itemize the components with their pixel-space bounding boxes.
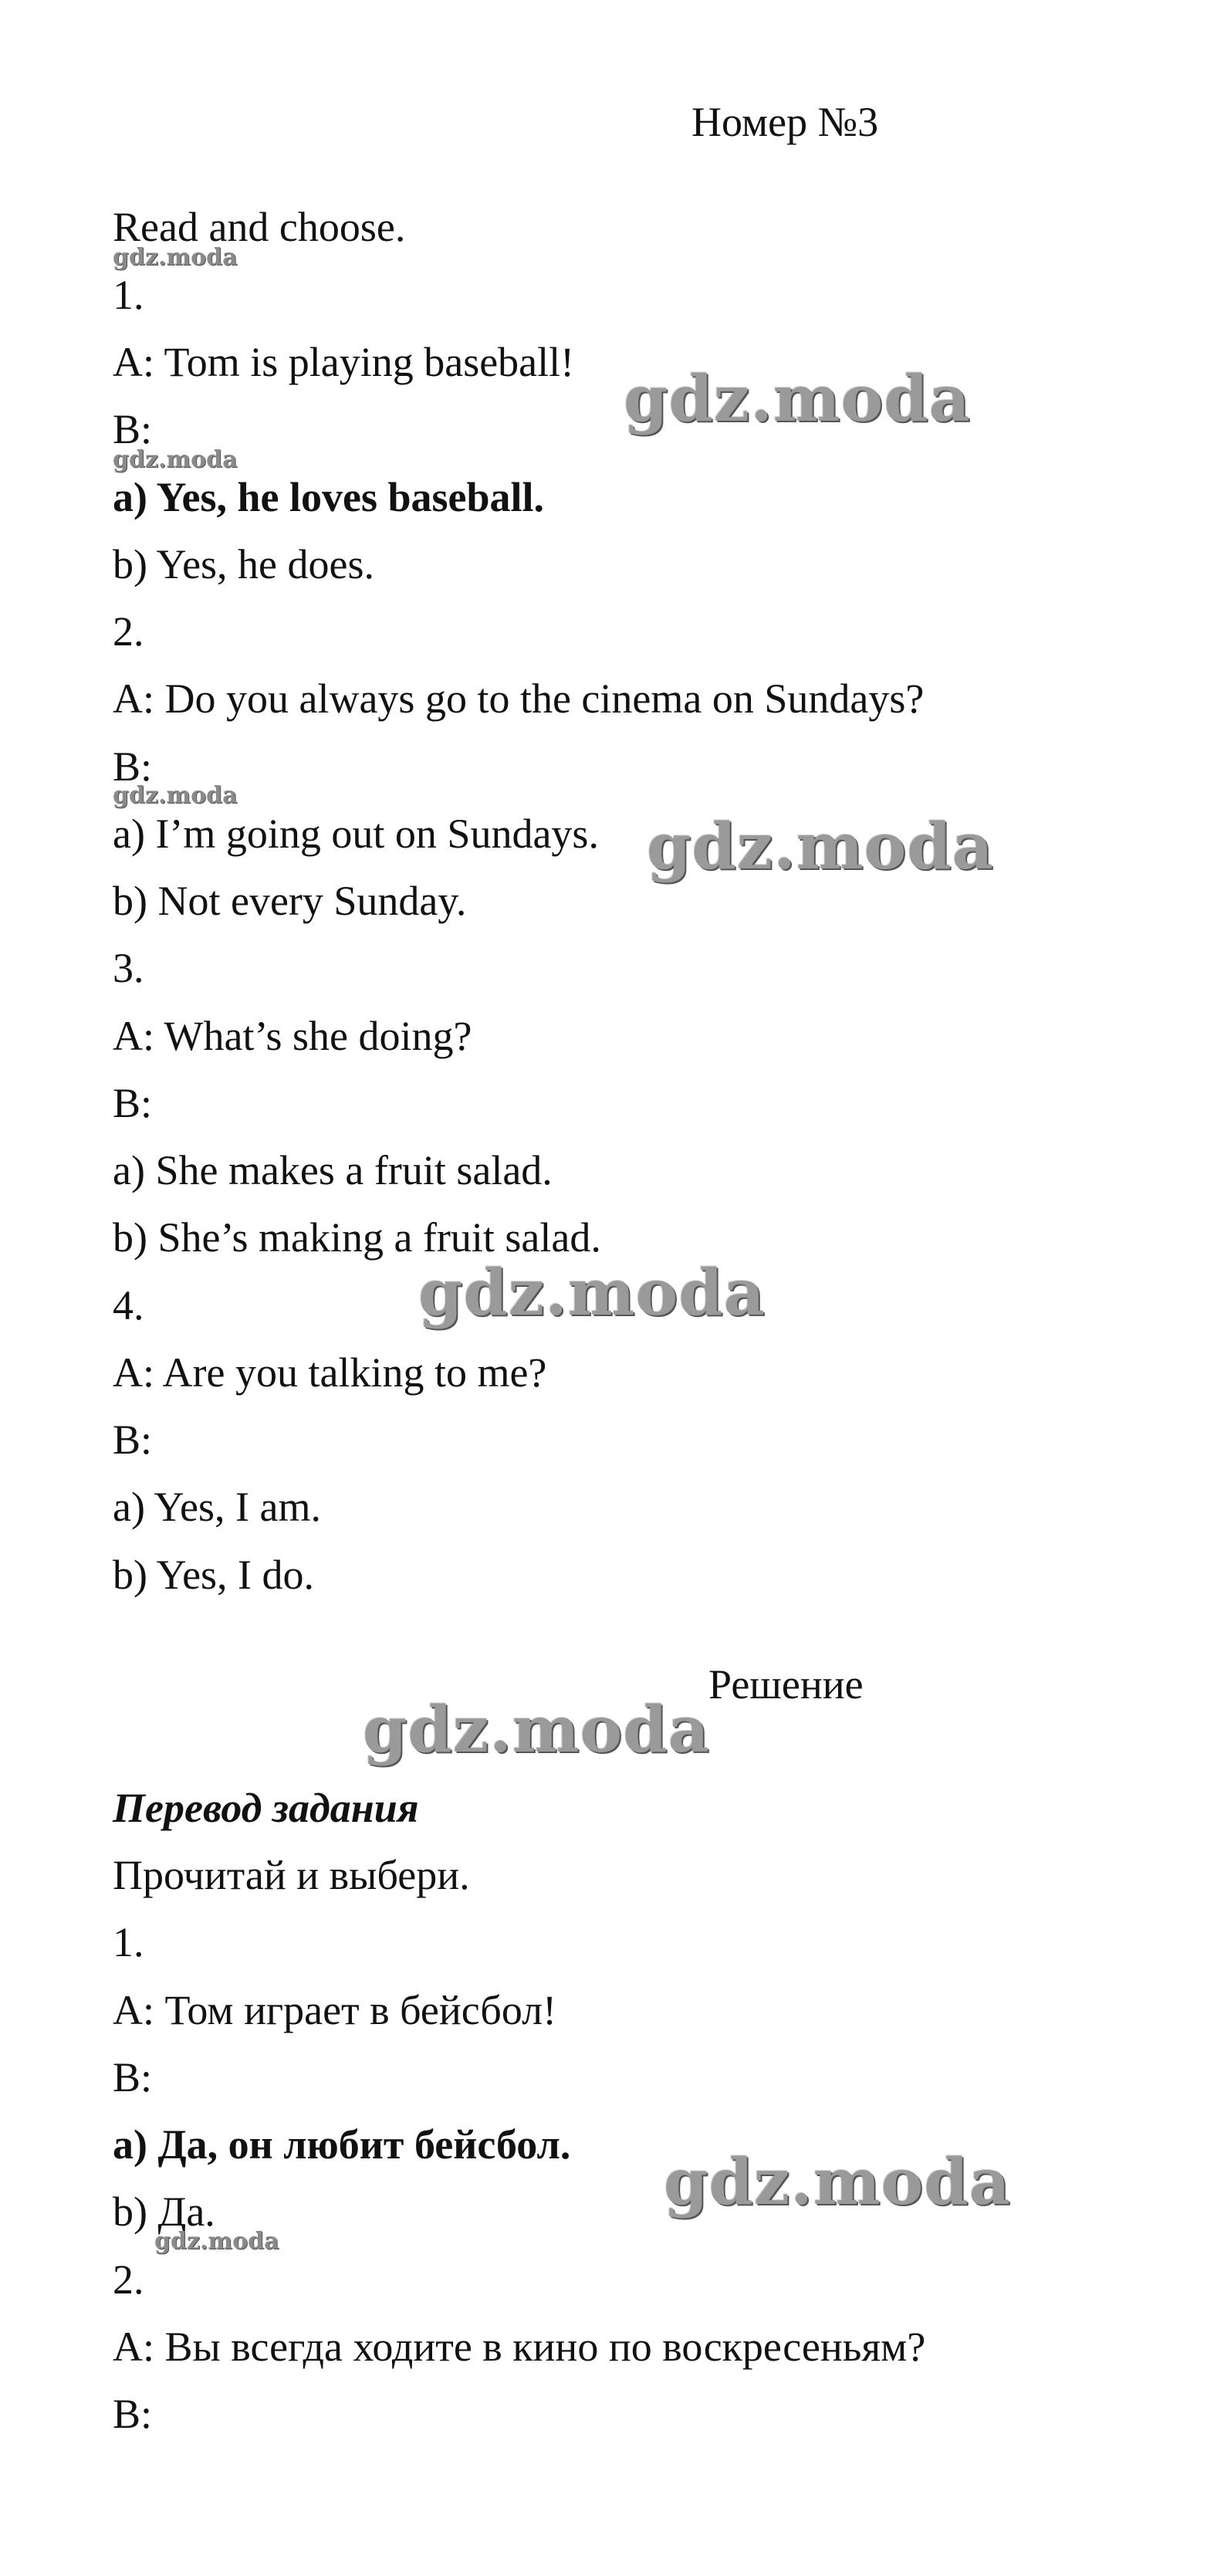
task-line: b) Not every Sunday. [113, 878, 467, 924]
task-line: B: [113, 406, 153, 452]
watermark-small: gdz.moda [154, 2228, 279, 2255]
watermark-large: gdz.moda [418, 1256, 766, 1330]
task-line: B: [113, 743, 153, 790]
solution-line: 2. [113, 2256, 144, 2303]
task-line: B: [113, 1417, 153, 1463]
task-line: b) Yes, he does. [113, 541, 375, 587]
watermark-small: gdz.moda [113, 782, 238, 809]
solution-line: b) Да. [113, 2188, 215, 2235]
task-line: A: Do you always go to the cinema on Sundays? [113, 675, 925, 722]
watermark-large: gdz.moda [647, 810, 994, 884]
task-line: B: [113, 1080, 153, 1126]
task-line: a) Yes, I am. [113, 1484, 321, 1530]
task-line: 2. [113, 608, 144, 655]
page-title: Номер №3 [691, 99, 879, 145]
solution-line: B: [113, 2391, 153, 2437]
task-line: 1. [113, 272, 144, 318]
task-instruction: Read and choose. [113, 204, 406, 250]
task-line: 3. [113, 945, 144, 991]
task-line: b) Yes, I do. [113, 1552, 315, 1598]
solution-title: Решение [708, 1661, 864, 1708]
solution-instruction: Прочитай и выбери. [113, 1852, 470, 1898]
task-line: b) She’s making a fruit salad. [113, 1214, 601, 1261]
solution-line: 1. [113, 1919, 144, 1965]
task-line: a) I’m going out on Sundays. [113, 811, 599, 857]
solution-line: A: Вы всегда ходите в кино по воскресеньям? [113, 2324, 926, 2370]
task-line: A: What’s she doing? [113, 1013, 472, 1059]
solution-line: A: Том играет в бейсбол! [113, 1987, 557, 2033]
watermark-large: gdz.moda [363, 1693, 710, 1767]
task-line: a) She makes a fruit salad. [113, 1147, 553, 1193]
watermark-large: gdz.moda [664, 2145, 1011, 2219]
task-line: A: Tom is playing baseball! [113, 339, 575, 385]
watermark-small: gdz.moda [113, 446, 238, 473]
solution-line: B: [113, 2054, 153, 2100]
watermark-small: gdz.moda [113, 244, 238, 271]
task-line: A: Are you talking to me? [113, 1349, 547, 1396]
watermark-large: gdz.moda [624, 362, 971, 436]
solution-correct-answer: a) Да, он любит бейсбол. [113, 2121, 571, 2168]
task-correct-answer: a) Yes, he loves baseball. [113, 474, 545, 520]
task-line: 4. [113, 1282, 144, 1329]
translation-heading: Перевод задания [113, 1785, 419, 1831]
